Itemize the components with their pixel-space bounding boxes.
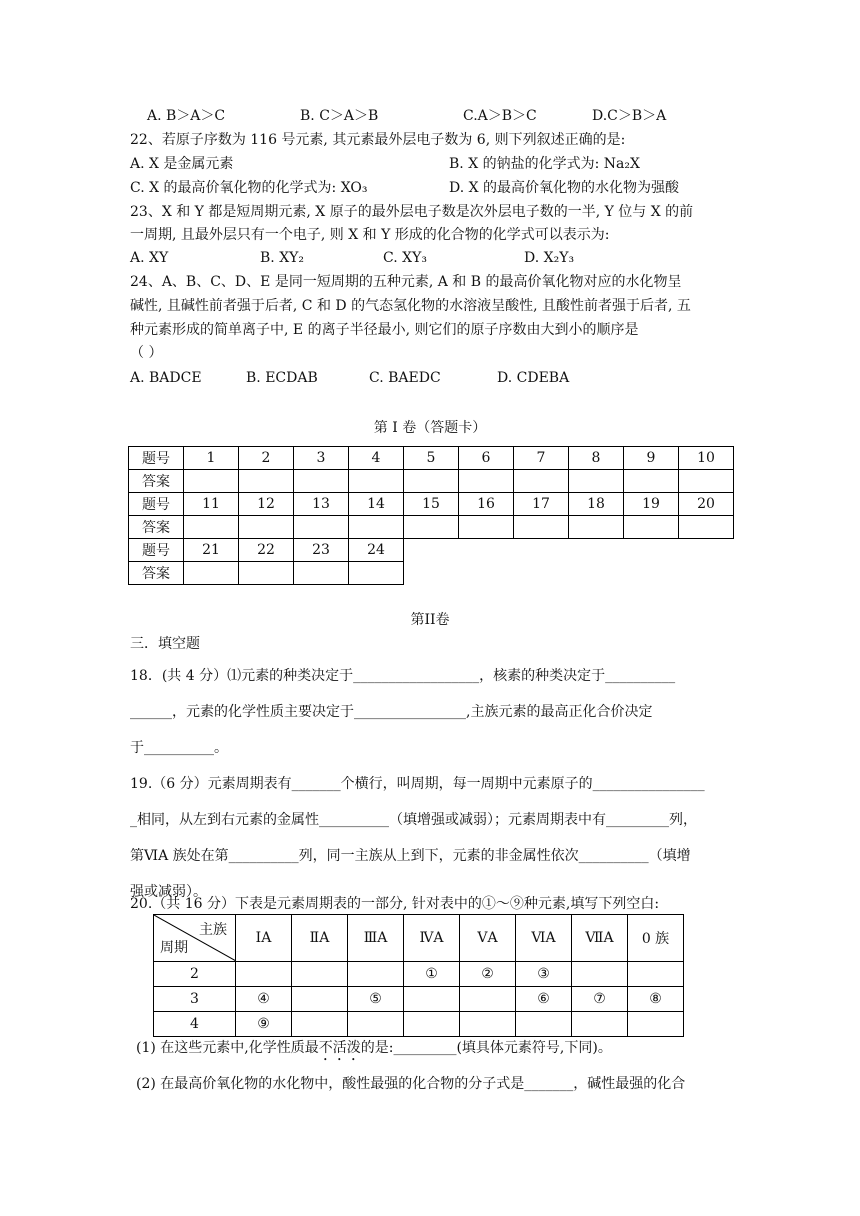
group-header: ⅦA [572, 915, 628, 962]
element-cell [404, 1012, 460, 1037]
card-answer-row-1 [129, 470, 734, 493]
card-number-row-3 [129, 539, 734, 562]
card-number: 14 [349, 493, 404, 516]
q19-line-4: 强或减弱）。 [130, 884, 207, 900]
card-number: 9 [624, 447, 679, 470]
answer-card-title: 第 I 卷（答题卡） [373, 420, 487, 436]
q24-option-d: D. CDEBA [497, 370, 570, 386]
card-number: 3 [294, 447, 349, 470]
period-row-3 [154, 987, 684, 1012]
q23-option-d: D. X₂Y₃ [524, 250, 575, 266]
q23-line-2: 一周期, 且最外层只有一个电子, 则 X 和 Y 形成的化合物的化学式可以表示为: [130, 227, 610, 243]
group-header: ⅡA [292, 915, 348, 962]
card-number: 21 [184, 539, 239, 562]
card-number: 22 [239, 539, 294, 562]
element-cell [292, 1012, 348, 1037]
q22-option-a: A. X 是金属元素 [130, 156, 234, 172]
q21-option-d: D.C＞B＞A [592, 108, 667, 124]
card-answer-cell[interactable] [294, 516, 349, 539]
card-number: 6 [459, 447, 514, 470]
card-answer-cell[interactable] [514, 470, 569, 493]
q24-option-c: C. BAEDC [369, 370, 441, 386]
card-answer-cell[interactable] [349, 516, 404, 539]
card-number: 15 [404, 493, 459, 516]
answer-card-table [128, 446, 734, 585]
card-label-answer: 答案 [129, 516, 184, 539]
element-cell [236, 962, 292, 987]
period-row-2 [154, 962, 684, 987]
group-header: ⅤA [460, 915, 516, 962]
periodic-table-header [154, 915, 684, 962]
card-answer-cell[interactable] [459, 516, 514, 539]
q24-option-b: B. ECDAB [246, 370, 318, 386]
q18-line-1: 18．(共 4 分）⑴元素的种类决定于__________________，核素的种类决定于__________ [130, 668, 676, 684]
card-answer-cell[interactable] [184, 516, 239, 539]
card-label-number: 题号 [129, 447, 184, 470]
card-answer-cell[interactable] [679, 516, 734, 539]
card-number: 2 [239, 447, 294, 470]
q22-option-d: D. X 的最高价氧化物的水化物为强酸 [449, 180, 680, 196]
q20-s1-part-c: 的是:_________(填具体元素符号,下同)。 [360, 1040, 612, 1056]
card-answer-cell[interactable] [239, 470, 294, 493]
group-header: ⅥA [516, 915, 572, 962]
card-number: 17 [514, 493, 569, 516]
q22-option-c: C. X 的最高价氧化物的化学式为: XO₃ [130, 180, 368, 196]
element-cell [516, 1012, 572, 1037]
card-number: 5 [404, 447, 459, 470]
element-cell: ① [404, 962, 460, 987]
card-answer-cell[interactable] [294, 470, 349, 493]
card-label-number: 题号 [129, 493, 184, 516]
card-answer-cell[interactable] [514, 516, 569, 539]
group-header: ⅣA [404, 915, 460, 962]
q21-option-c: C.A＞B＞C [463, 108, 537, 124]
q24-option-a: A. BADCE [130, 370, 202, 386]
element-cell: ③ [516, 962, 572, 987]
q23-option-b: B. XY₂ [260, 250, 305, 266]
card-number: 18 [569, 493, 624, 516]
card-label-number: 题号 [129, 539, 184, 562]
q21-option-b: B. C＞A＞B [300, 108, 379, 124]
q18-line-3: 于__________。 [130, 740, 228, 756]
q20-s1-part-a: (1) 在这些元素中,化学性质最 [136, 1040, 319, 1056]
q24-line-2: 碱性, 且碱性前者强于后者, C 和 D 的气态氢化物的水溶液呈酸性, 且酸性前者强于后者, 五 [130, 298, 691, 314]
element-cell: ④ [236, 987, 292, 1012]
q18-line-2: ______，元素的化学性质主要决定于________________,主族元素的最高正化合价决定 [130, 704, 653, 720]
group-header: ⅠA [236, 915, 292, 962]
q19-line-2: _相同，从左到右元素的金属性__________（填增强或减弱）；元素周期表中有_________列， [130, 812, 697, 828]
element-cell: ⑤ [348, 987, 404, 1012]
element-cell [628, 1012, 684, 1037]
card-answer-cell[interactable] [624, 470, 679, 493]
card-number: 19 [624, 493, 679, 516]
element-cell: ② [460, 962, 516, 987]
element-cell: ⑨ [236, 1012, 292, 1037]
q19-line-1: 19.（6 分）元素周期表有_______个横行，叫周期，每一周期中元素原子的________________ [130, 776, 705, 792]
group-header: 0 族 [628, 915, 684, 962]
card-number-row-1 [129, 447, 734, 470]
card-answer-cell[interactable] [624, 516, 679, 539]
element-cell [292, 987, 348, 1012]
period-label: 4 [154, 1012, 236, 1037]
periodic-table [153, 914, 684, 1037]
corner-label-period: 周期 [160, 940, 188, 956]
element-cell [628, 962, 684, 987]
card-answer-cell[interactable] [569, 470, 624, 493]
card-answer-cell[interactable] [459, 470, 514, 493]
element-cell [404, 987, 460, 1012]
part-2-title: 第II卷 [410, 612, 450, 628]
card-answer-row-3 [129, 562, 734, 585]
q21-option-a: A. B＞A＞C [147, 108, 226, 124]
q24-line-3: 种元素形成的简单离子中, E 的离子半径最小, 则它们的原子序数由大到小的顺序是 [130, 322, 639, 338]
card-answer-cell[interactable] [349, 470, 404, 493]
corner-label-group: 主族 [199, 922, 227, 938]
element-cell [292, 962, 348, 987]
card-answer-cell[interactable] [679, 470, 734, 493]
element-cell: ⑥ [516, 987, 572, 1012]
card-answer-cell[interactable] [294, 562, 349, 585]
element-cell [572, 962, 628, 987]
card-answer-cell[interactable] [404, 470, 459, 493]
period-row-4 [154, 1012, 684, 1037]
q23-line-1: 23、X 和 Y 都是短周期元素, X 原子的最外层电子数是次外层电子数的一半, Y 位与 X 的前 [130, 204, 694, 220]
period-label: 3 [154, 987, 236, 1012]
q19-line-3: 第ⅥA 族处在第__________列，同一主族从上到下，元素的非金属性依次__________（填增 [130, 848, 691, 864]
card-number: 7 [514, 447, 569, 470]
card-answer-cell[interactable] [184, 470, 239, 493]
card-number: 13 [294, 493, 349, 516]
group-header: ⅢA [348, 915, 404, 962]
q20-stem: 20.（共 16 分）下表是元素周期表的一部分, 针对表中的①～⑨种元素,填写下列空白: [130, 896, 660, 912]
card-number: 24 [349, 539, 404, 562]
element-cell [572, 1012, 628, 1037]
q20-s1-emphasis: 不活泼 [318, 1040, 361, 1056]
section-heading: 三．填空题 [130, 636, 200, 652]
q22-stem: 22、若原子序数为 116 号元素, 其元素最外层电子数为 6, 则下列叙述正确的是: [130, 132, 626, 148]
q23-option-a: A. XY [130, 250, 169, 266]
card-answer-cell[interactable] [349, 562, 404, 585]
element-cell: ⑧ [628, 987, 684, 1012]
q18-text [130, 658, 732, 766]
card-number-row-2 [129, 493, 734, 516]
card-answer-cell[interactable] [184, 562, 239, 585]
element-cell [460, 987, 516, 1012]
card-answer-cell[interactable] [569, 516, 624, 539]
element-cell [348, 962, 404, 987]
card-number: 16 [459, 493, 514, 516]
card-answer-cell[interactable] [404, 516, 459, 539]
table-corner-cell [154, 915, 236, 962]
element-cell [348, 1012, 404, 1037]
q20-subquestion-2: (2) 在最高价氧化物的水化物中，酸性最强的化合物的分子式是_______，碱性最强的化合 [136, 1076, 686, 1092]
card-number: 8 [569, 447, 624, 470]
q24-line-1: 24、A、B、C、D、E 是同一短周期的五种元素, A 和 B 的最高价氧化物对应的水化物呈 [130, 274, 682, 290]
card-number: 12 [239, 493, 294, 516]
card-number: 11 [184, 493, 239, 516]
q20-subquestion-1 [136, 1038, 612, 1064]
card-number: 1 [184, 447, 239, 470]
q24-line-4: （ ） [130, 345, 163, 361]
card-number: 4 [349, 447, 404, 470]
card-number: 23 [294, 539, 349, 562]
card-label-answer: 答案 [129, 562, 184, 585]
card-answer-row-2 [129, 516, 734, 539]
q23-option-c: C. XY₃ [383, 250, 427, 266]
q19-text [130, 766, 732, 910]
card-number: 20 [679, 493, 734, 516]
element-cell: ⑦ [572, 987, 628, 1012]
card-answer-cell[interactable] [239, 516, 294, 539]
card-number: 10 [679, 447, 734, 470]
q22-option-b: B. X 的钠盐的化学式为: Na₂X [449, 156, 640, 172]
element-cell [460, 1012, 516, 1037]
period-label: 2 [154, 962, 236, 987]
card-answer-cell[interactable] [239, 562, 294, 585]
card-label-answer: 答案 [129, 470, 184, 493]
